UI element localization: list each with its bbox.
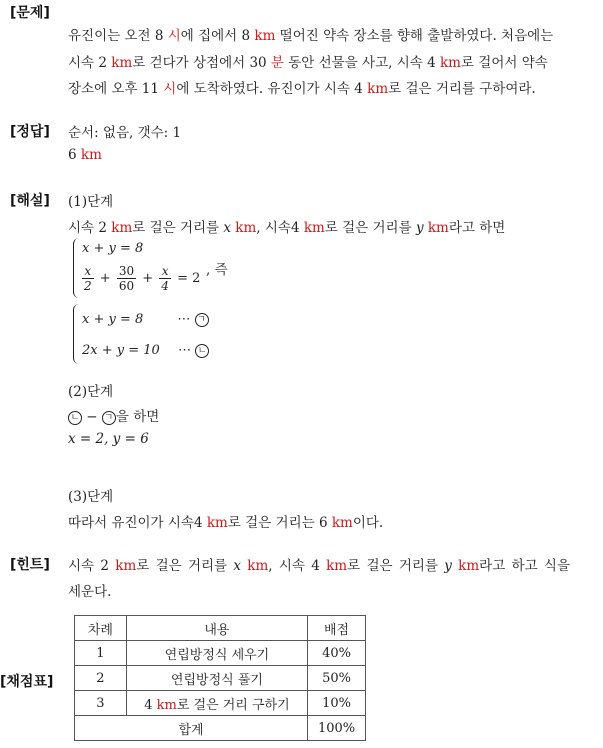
text-run: 로 걸은 거리는 6: [227, 515, 332, 531]
text-run: 연립방정식 세우기: [164, 647, 270, 663]
text-run: 시속 2: [68, 220, 112, 236]
hint-line-1: [68, 554, 570, 574]
table-row: 3 4 km로 걸은 거리 구하기 10%: [75, 691, 366, 716]
problem-label: [문제]: [10, 5, 50, 21]
table-row: 2 연립방정식 풀기 50%: [75, 666, 366, 691]
variable-text: x: [223, 220, 231, 236]
text-run: 장소에 오후 11: [68, 81, 164, 97]
text-run: 연립방정식 풀기: [170, 672, 263, 688]
text-run: 이다.: [352, 515, 384, 531]
text-run: 로 걸은 거리를: [136, 558, 234, 574]
text-run: 로 걸은 거리를: [132, 220, 224, 236]
problem-line-2: [68, 51, 548, 71]
unit-text: km: [367, 81, 389, 97]
answer-value: [68, 147, 102, 163]
text-run: 로 걸은 거리를: [324, 220, 416, 236]
unit-text: km: [439, 55, 461, 71]
text-run: 에 집에서 8: [180, 28, 255, 44]
unit-text: km: [303, 220, 325, 236]
eq-4: 2x + y = 10 ⋯ ㄴ: [82, 343, 209, 358]
unit-text: km: [254, 28, 276, 44]
table-row: 1 연립방정식 세우기 40%: [75, 641, 366, 666]
variable-text: x: [233, 558, 241, 574]
text-run: 시속 2: [68, 55, 112, 71]
unit-text: km: [247, 558, 269, 574]
unit-text: 시: [167, 28, 181, 44]
answer-number: 6: [68, 147, 77, 163]
text-run: 로 걸은 거리를 구하여라.: [388, 81, 536, 97]
answer-meta: 순서: 없음, 갯수: 1: [68, 125, 182, 141]
explanation-label: [해설]: [10, 193, 50, 209]
subtraction-line: ㄴ − ㄱ 을 하면: [68, 405, 159, 425]
text-run: 4: [144, 697, 157, 713]
text-run: 로 걸은 거리를: [347, 558, 445, 574]
unit-text: km: [111, 220, 133, 236]
text-run: , 시속4: [256, 220, 304, 236]
unit-text: km: [427, 220, 449, 236]
scoring-label: [채점표]: [0, 674, 54, 690]
unit-text: km: [156, 697, 177, 713]
unit-text: 시: [163, 81, 177, 97]
unit-text: km: [115, 558, 137, 574]
text-run: 로 걸은 거리 구하기: [176, 697, 290, 713]
result-line: x = 2, y = 6: [68, 431, 149, 447]
header-score: 배점: [308, 616, 366, 641]
problem-line-1: [68, 24, 553, 44]
conclusion-line: [68, 511, 383, 531]
scoring-table: [74, 615, 366, 741]
unit-text: km: [326, 558, 348, 574]
eq-2: $\frac{x}{2}$ + $\frac{30}{60}$ + $\frac{x}{4}$ = 2: [84, 264, 201, 293]
text-run: 로 걸어서 약속: [460, 55, 548, 71]
table-header-row: [75, 616, 366, 641]
unit-text: km: [331, 515, 353, 531]
explanation-intro: [68, 216, 505, 236]
problem-line-3: [68, 77, 536, 97]
step2-heading: (2)단계: [68, 384, 114, 400]
hint-line-2: 세운다.: [68, 584, 112, 600]
eq-3: x + y = 8 ⋯ ㄱ: [82, 312, 209, 327]
circled-nieun-icon: ㄴ: [68, 411, 82, 425]
header-order: 차례: [75, 616, 127, 641]
variable-text: y: [415, 220, 424, 236]
answer-label: [정답]: [10, 124, 50, 140]
text-run: 라고 하면: [448, 220, 506, 236]
circled-giyeok-icon: ㄱ: [195, 313, 209, 327]
text-run: 에 도착하였다. 유진이가 시속 4: [176, 81, 368, 97]
header-content: 내용: [126, 616, 307, 641]
unit-text: km: [235, 220, 257, 236]
unit-text: 분: [270, 55, 284, 71]
unit-text: km: [458, 558, 480, 574]
text-run: 떨어진 약속 장소를 향해 출발하였다. 처음에는: [275, 28, 554, 44]
text-run: 로 걷다가 상점에서 30: [132, 55, 271, 71]
text-run: 따라서 유진이가 시속4: [68, 515, 207, 531]
variable-text: y: [444, 558, 452, 574]
hint-label: [힌트]: [10, 557, 50, 573]
text-run: 유진이는 오전 8: [68, 28, 168, 44]
text-run: , 시속 4: [268, 558, 327, 574]
text-run: 동안 선물을 사고, 시속 4: [283, 55, 440, 71]
circled-nieun-icon: ㄴ: [195, 344, 209, 358]
brace-2: [73, 304, 80, 364]
eq-1: x + y = 8: [82, 241, 144, 256]
brace-1: [73, 238, 80, 298]
so-text: , 즉: [206, 262, 228, 278]
answer-unit: km: [80, 147, 102, 163]
text-run: 라고 하고 식을: [479, 558, 570, 574]
unit-text: km: [111, 55, 133, 71]
circled-giyeok-icon: ㄱ: [102, 411, 116, 425]
unit-text: km: [206, 515, 228, 531]
table-total-row: 합계 100%: [75, 716, 366, 741]
step3-heading: (3)단계: [68, 489, 114, 505]
step1-heading: (1)단계: [68, 194, 114, 210]
text-run: 시속 2: [68, 558, 116, 574]
